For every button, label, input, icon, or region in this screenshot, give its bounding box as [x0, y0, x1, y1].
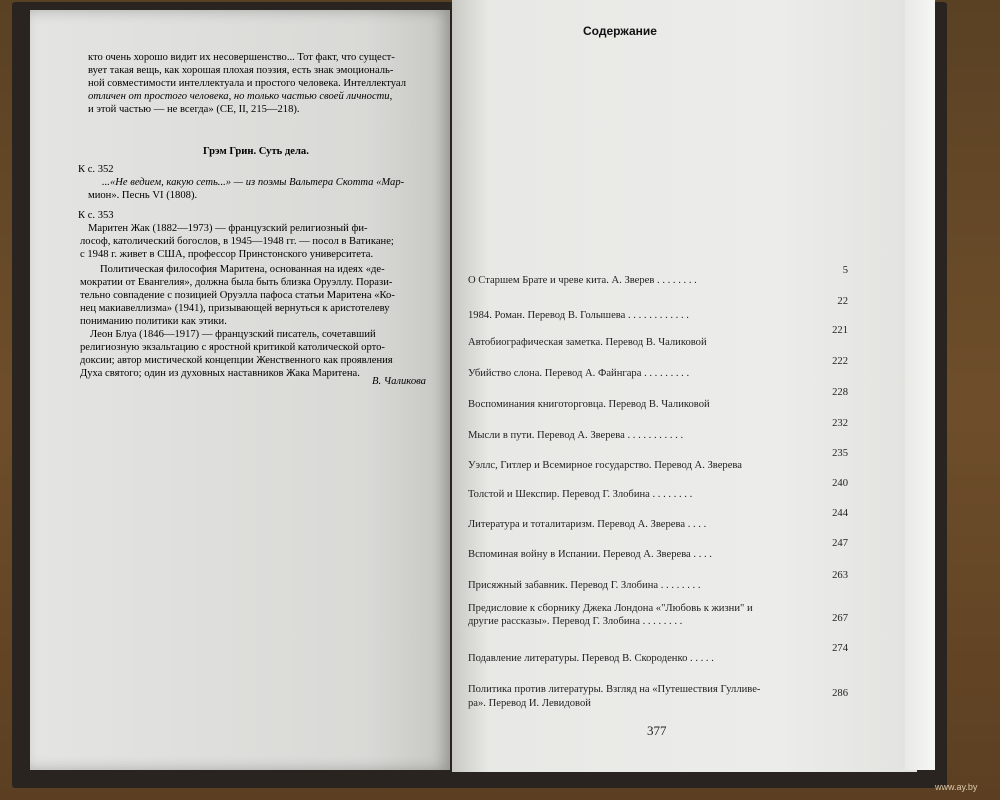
- page-number: 377: [647, 723, 667, 738]
- note-ref: К с. 352: [78, 164, 114, 175]
- toc-entry-page: 222: [832, 356, 848, 367]
- body-line: ной совместимости интеллектуала и простого человека. Интеллектуал: [88, 78, 406, 89]
- toc-entry-title: Уэллс, Гитлер и Всемирное государство. Перевод А. Зверева: [468, 460, 742, 471]
- toc-entry-page: 221: [832, 325, 848, 336]
- left-page: [30, 10, 450, 770]
- toc-entry-title: Литература и тоталитаризм. Перевод А. Зверева . . . .: [468, 519, 707, 530]
- toc-entry-title: 1984. Роман. Перевод В. Голышева . . . . . . . . . . . .: [468, 310, 689, 321]
- toc-entry-page: 235: [832, 448, 848, 459]
- note-line: лософ, католический богослов, в 1945—1948 гг. — посол в Ватикане;: [80, 236, 394, 247]
- toc-entry-page: 5: [842, 265, 848, 276]
- note-line: религиозную экзальтацию с яростной критикой католической орто-: [80, 342, 385, 353]
- toc-entry-page: 286: [832, 688, 848, 699]
- toc-entry-page: 267: [832, 613, 848, 624]
- toc-entry-title-cont: ра». Перевод И. Левидовой: [468, 698, 591, 709]
- section-title: Грэм Грин. Суть дела.: [203, 146, 309, 157]
- toc-entry-page: 228: [832, 387, 848, 398]
- body-line: вует такая вещь, как хорошая плохая поэзия, есть знак эмоциональ-: [88, 65, 394, 76]
- note-line: тельно совпадение с позицией Оруэлла пафоса статьи Маритена «Ко-: [80, 290, 395, 301]
- body-line: отличен от простого человека, но только частью своей личности,: [88, 91, 393, 102]
- note-line: Политическая философия Маритена, основанная на идеях «де-: [100, 264, 385, 275]
- toc-entry-page: 244: [832, 508, 848, 519]
- note-line: пониманию политики как этики.: [80, 316, 227, 327]
- note-line: доксии; автор мистической концепции Женственного как проявления: [80, 355, 393, 366]
- note-line: Леон Блуа (1846—1917) — французский писатель, сочетавший: [90, 329, 376, 340]
- toc-entry-title-cont: другие рассказы». Перевод Г. Злобина . . . . . . . .: [468, 616, 683, 627]
- body-line: и этой частью — не всегда» (CE, II, 215—218).: [88, 104, 300, 115]
- body-line: кто очень хорошо видит их несовершенство... Тот факт, что сущест-: [88, 52, 395, 63]
- toc-entry-title: Толстой и Шекспир. Перевод Г. Злобина . . . . . . . .: [468, 489, 693, 500]
- toc-entry-page: 240: [832, 478, 848, 489]
- toc-entry-title: Подавление литературы. Перевод В. Скороденко . . . . .: [468, 653, 714, 664]
- toc-entry-title: Предисловие к сборнику Джека Лондона «"Любовь к жизни" и: [468, 603, 753, 614]
- toc-entry-title: Мысли в пути. Перевод А. Зверева . . . . . . . . . . .: [468, 430, 684, 441]
- toc-entry-page: 22: [837, 296, 848, 307]
- toc-entry-page: 247: [832, 538, 848, 549]
- toc-entry-page: 232: [832, 418, 848, 429]
- toc-entry-title: Политика против литературы. Взгляд на «Путешествия Гулливе-: [468, 684, 761, 695]
- watermark: www.ay.by: [935, 782, 978, 792]
- toc-heading: Содержание: [583, 24, 657, 38]
- note-line: нец макиавеллизма» (1941), призывающей вернуться к аристотелеву: [80, 303, 390, 314]
- note-ref: К с. 353: [78, 210, 114, 221]
- signature: В. Чаликова: [372, 376, 426, 387]
- toc-entry-title: Воспоминания книготорговца. Перевод В. Чаликовой: [468, 399, 710, 410]
- note-line: мион». Песнь VI (1808).: [88, 190, 198, 201]
- note-line: мократии от Евангелия», должна была быть близка Оруэллу. Порази-: [80, 277, 393, 288]
- toc-entry-title: О Старшем Брате и чреве кита. А. Зверев . . . . . . . .: [468, 275, 697, 286]
- toc-entry-page: 274: [832, 643, 848, 654]
- page-edge: [905, 0, 935, 770]
- note-line: с 1948 г. живет в США, профессор Принстонского университета.: [80, 249, 374, 260]
- note-line: ...«Не ведием, какую сеть...» — из поэмы Вальтера Скотта «Мар-: [102, 177, 405, 188]
- note-line: Духа святого; один из духовных наставников Жака Маритена.: [80, 368, 360, 379]
- toc-entry-page: 263: [832, 570, 848, 581]
- toc-entry-title: Присяжный забавник. Перевод Г. Злобина . . . . . . . .: [468, 580, 701, 591]
- note-line: Маритен Жак (1882—1973) — французский религиозный фи-: [88, 223, 368, 234]
- toc-entry-title: Убийство слона. Перевод А. Файнгара . . . . . . . . .: [468, 368, 690, 379]
- toc-entry-title: Вспоминая войну в Испании. Перевод А. Зверева . . . .: [468, 549, 712, 560]
- toc-entry-title: Автобиографическая заметка. Перевод В. Чаликовой: [468, 337, 707, 348]
